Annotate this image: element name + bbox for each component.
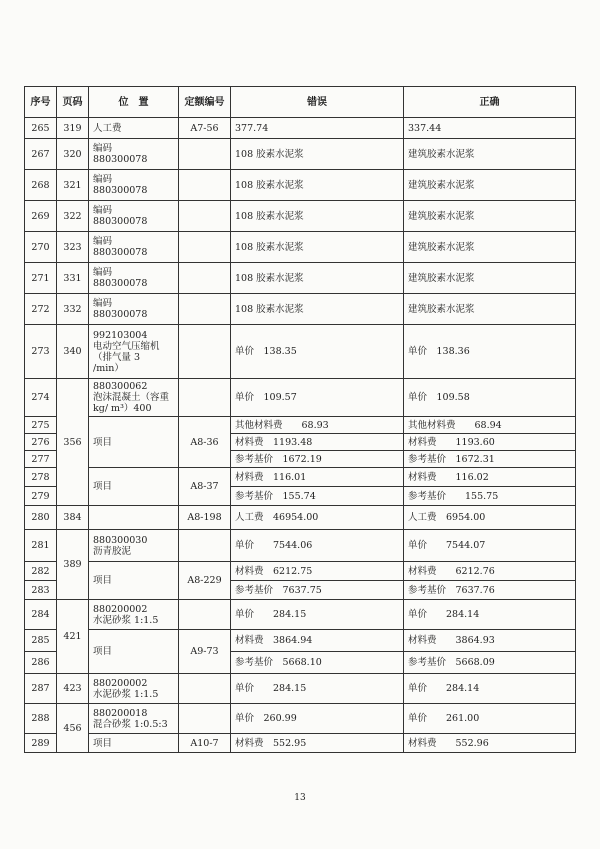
right-cell: 单价 261.00: [404, 704, 576, 734]
table-row: [25, 294, 576, 325]
page-cell: 389: [57, 530, 89, 600]
quota-cell: A7-56: [179, 118, 231, 139]
quota-cell: [179, 201, 231, 232]
header-seq: 序号: [25, 87, 57, 118]
table-row: [25, 263, 576, 294]
seq-cell: 279: [25, 487, 57, 506]
wrong-cell: 参考基价 1672.19: [231, 451, 404, 468]
wrong-cell: 参考基价 155.74: [231, 487, 404, 506]
wrong-cell: 材料费 1193.48: [231, 434, 404, 451]
page-cell: 456: [57, 704, 89, 753]
quota-cell: [179, 704, 231, 734]
page-number: 13: [294, 793, 306, 803]
page-cell: 421: [57, 600, 89, 674]
position-cell: 编码 880300078: [89, 201, 179, 232]
wrong-cell: 单价 260.99: [231, 704, 404, 734]
wrong-cell: 单价 109.57: [231, 379, 404, 417]
position-cell: [89, 704, 179, 734]
wrong-cell: 材料费 3864.94: [231, 630, 404, 652]
material-name: 电动空气压缩机: [93, 340, 160, 352]
position-cell: [89, 600, 179, 630]
table-row: [25, 232, 576, 263]
page-cell: 322: [57, 201, 89, 232]
seq-cell: 281: [25, 530, 57, 562]
right-cell: 材料费 116.02: [404, 468, 576, 487]
quota-cell: [179, 263, 231, 294]
seq-cell: 272: [25, 294, 57, 325]
material-code: 880200002: [93, 677, 148, 689]
seq-cell: 277: [25, 451, 57, 468]
table-row: [25, 630, 576, 652]
right-cell: 材料费 1193.60: [404, 434, 576, 451]
right-cell: 337.44: [404, 118, 576, 139]
quota-cell: [179, 600, 231, 630]
seq-cell: 282: [25, 562, 57, 581]
table-row: [25, 170, 576, 201]
position-cell: 项目: [89, 562, 179, 600]
page-cell: 356: [57, 379, 89, 506]
wrong-cell: 其他材料费 68.93: [231, 417, 404, 434]
right-cell: 单价 109.58: [404, 379, 576, 417]
right-cell: 参考基价 7637.76: [404, 581, 576, 600]
quota-cell: A9-73: [179, 630, 231, 674]
seq-cell: 268: [25, 170, 57, 201]
material-name: 混合砂浆 1:0.5:3: [93, 718, 168, 730]
quota-cell: [179, 232, 231, 263]
right-cell: 单价 284.14: [404, 600, 576, 630]
page-cell: 331: [57, 263, 89, 294]
right-cell: 建筑胶素水泥浆: [404, 139, 576, 170]
material-name: 泡沫混凝土（容重: [93, 392, 170, 403]
errata-table: [24, 86, 576, 753]
table-row: [25, 530, 576, 562]
wrong-cell: 单价 284.15: [231, 674, 404, 704]
wrong-cell: 参考基价 7637.75: [231, 581, 404, 600]
quota-cell: [179, 294, 231, 325]
right-cell: 参考基价 1672.31: [404, 451, 576, 468]
right-cell: 材料费 552.96: [404, 734, 576, 753]
wrong-cell: 108 胶素水泥浆: [231, 294, 404, 325]
wrong-cell: 人工费 46954.00: [231, 506, 404, 530]
position-cell: 人工费: [89, 118, 179, 139]
seq-cell: 274: [25, 379, 57, 417]
quota-cell: [179, 170, 231, 201]
table-row: [25, 506, 576, 530]
page-cell: 319: [57, 118, 89, 139]
table-row: [25, 417, 576, 434]
page-cell: 423: [57, 674, 89, 704]
seq-cell: 278: [25, 468, 57, 487]
page-cell: 321: [57, 170, 89, 201]
seq-cell: 287: [25, 674, 57, 704]
material-spec: kg/ m³）400: [93, 403, 152, 414]
position-cell: [89, 325, 179, 379]
seq-cell: 271: [25, 263, 57, 294]
table-row: [25, 325, 576, 379]
quota-cell: A8-36: [179, 417, 231, 468]
seq-cell: 285: [25, 630, 57, 652]
position-cell: [89, 674, 179, 704]
material-name: 水泥砂浆 1:1.5: [93, 614, 159, 626]
material-name: 沥青胶泥: [93, 545, 132, 557]
header-wrong: 错误: [231, 87, 404, 118]
table-row: [25, 139, 576, 170]
material-code: 880200018: [93, 707, 148, 719]
wrong-cell: 108 胶素水泥浆: [231, 170, 404, 201]
material-code: 880200002: [93, 603, 148, 615]
table-row: [25, 704, 576, 734]
wrong-cell: 参考基价 5668.10: [231, 652, 404, 674]
position-cell: [89, 379, 179, 417]
header-position: 位 置: [89, 87, 179, 118]
page-cell: 332: [57, 294, 89, 325]
position-cell: [89, 506, 179, 530]
material-spec: （排气量 3: [93, 351, 141, 363]
seq-cell: 275: [25, 417, 57, 434]
right-cell: 材料费 3864.93: [404, 630, 576, 652]
table-row: [25, 379, 576, 417]
position-cell: [89, 530, 179, 562]
right-cell: 单价 284.14: [404, 674, 576, 704]
quota-cell: [179, 379, 231, 417]
material-code: 880300062: [93, 381, 148, 392]
header-row: [25, 87, 576, 118]
quota-cell: [179, 139, 231, 170]
page-cell: 340: [57, 325, 89, 379]
table-row: [25, 674, 576, 704]
seq-cell: 269: [25, 201, 57, 232]
quota-cell: A8-37: [179, 468, 231, 506]
wrong-cell: 108 胶素水泥浆: [231, 232, 404, 263]
seq-cell: 284: [25, 600, 57, 630]
right-cell: 单价 138.36: [404, 325, 576, 379]
material-name: 水泥砂浆 1:1.5: [93, 688, 159, 700]
quota-cell: [179, 325, 231, 379]
wrong-cell: 材料费 552.95: [231, 734, 404, 753]
wrong-cell: 单价 7544.06: [231, 530, 404, 562]
right-cell: 建筑胶素水泥浆: [404, 294, 576, 325]
seq-cell: 273: [25, 325, 57, 379]
material-spec: /min）: [93, 362, 124, 374]
seq-cell: 280: [25, 506, 57, 530]
table-row: [25, 600, 576, 630]
quota-cell: [179, 530, 231, 562]
wrong-cell: 材料费 6212.75: [231, 562, 404, 581]
position-cell: 编码 880300078: [89, 139, 179, 170]
seq-cell: 283: [25, 581, 57, 600]
header-right: 正确: [404, 87, 576, 118]
seq-cell: 276: [25, 434, 57, 451]
seq-cell: 265: [25, 118, 57, 139]
header-quota: 定额编号: [179, 87, 231, 118]
position-cell: 项目: [89, 630, 179, 674]
wrong-cell: 108 胶素水泥浆: [231, 263, 404, 294]
material-code: 880300030: [93, 534, 148, 546]
page-cell: 320: [57, 139, 89, 170]
quota-cell: [179, 674, 231, 704]
wrong-cell: 单价 284.15: [231, 600, 404, 630]
table-row: [25, 468, 576, 487]
position-cell: 编码 880300078: [89, 170, 179, 201]
position-cell: 编码 880300078: [89, 263, 179, 294]
page-cell: 323: [57, 232, 89, 263]
position-cell: 项目: [89, 468, 179, 506]
table-row: [25, 201, 576, 232]
table-row: [25, 118, 576, 139]
right-cell: 参考基价 155.75: [404, 487, 576, 506]
wrong-cell: 材料费 116.01: [231, 468, 404, 487]
right-cell: 人工费 6954.00: [404, 506, 576, 530]
quota-cell: A8-229: [179, 562, 231, 600]
right-cell: 建筑胶素水泥浆: [404, 170, 576, 201]
position-cell: 编码 880300078: [89, 232, 179, 263]
wrong-cell: 377.74: [231, 118, 404, 139]
header-page: 页码: [57, 87, 89, 118]
seq-cell: 288: [25, 704, 57, 734]
table-row: [25, 734, 576, 753]
wrong-cell: 单价 138.35: [231, 325, 404, 379]
right-cell: 建筑胶素水泥浆: [404, 263, 576, 294]
wrong-cell: 108 胶素水泥浆: [231, 139, 404, 170]
table-row: [25, 562, 576, 581]
seq-cell: 286: [25, 652, 57, 674]
wrong-cell: 108 胶素水泥浆: [231, 201, 404, 232]
position-cell: 项目: [89, 734, 179, 753]
position-cell: 编码 880300078: [89, 294, 179, 325]
position-cell: 项目: [89, 417, 179, 468]
seq-cell: 289: [25, 734, 57, 753]
right-cell: 建筑胶素水泥浆: [404, 201, 576, 232]
page-cell: 384: [57, 506, 89, 530]
right-cell: 材料费 6212.76: [404, 562, 576, 581]
seq-cell: 270: [25, 232, 57, 263]
right-cell: 其他材料费 68.94: [404, 417, 576, 434]
material-code: 992103004: [93, 329, 148, 341]
quota-cell: A10-7: [179, 734, 231, 753]
quota-cell: A8-198: [179, 506, 231, 530]
right-cell: 参考基价 5668.09: [404, 652, 576, 674]
right-cell: 单价 7544.07: [404, 530, 576, 562]
seq-cell: 267: [25, 139, 57, 170]
right-cell: 建筑胶素水泥浆: [404, 232, 576, 263]
